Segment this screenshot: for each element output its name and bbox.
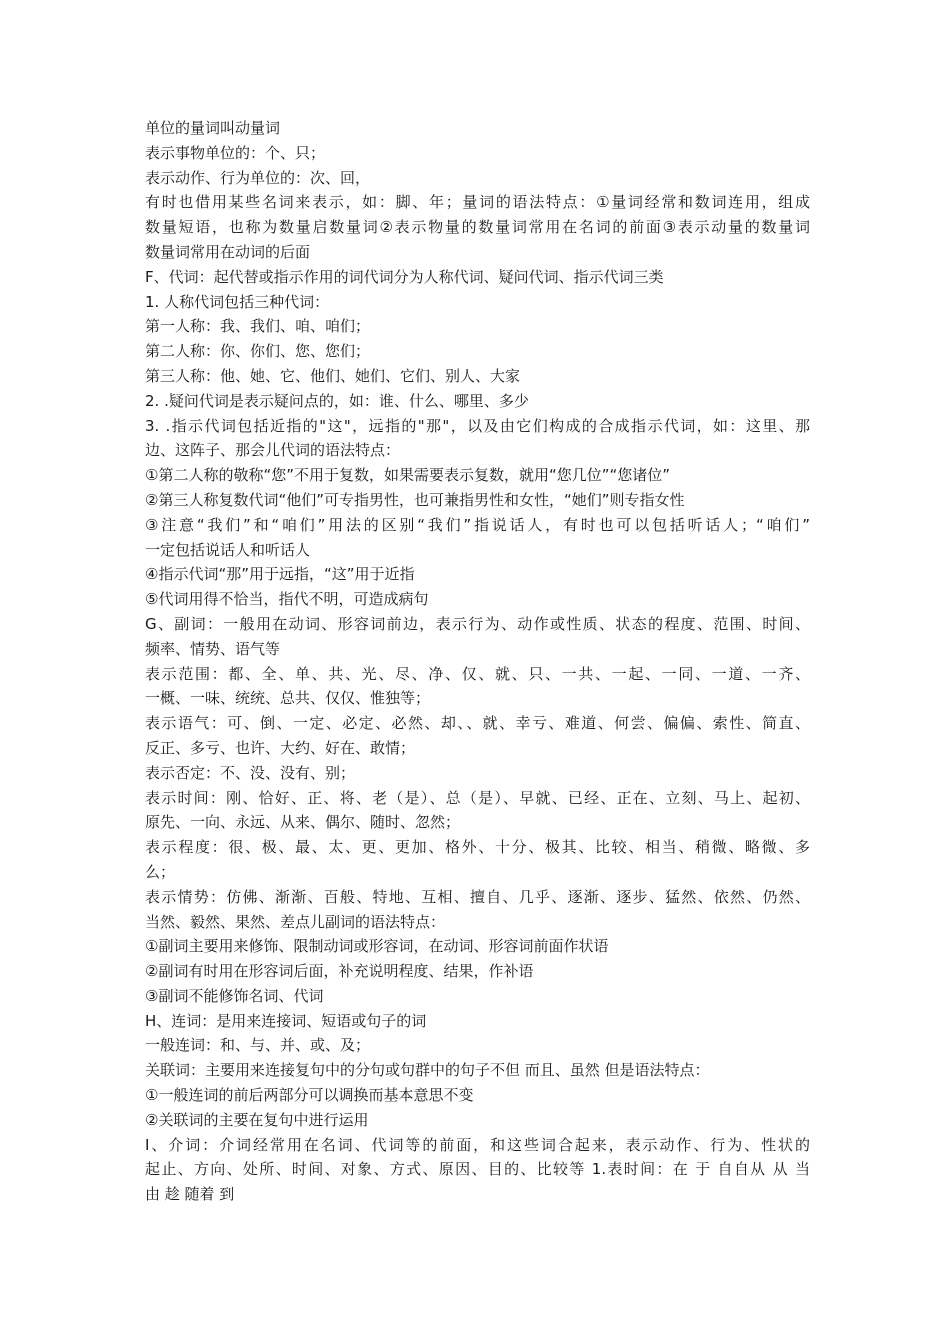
text-line: 表示语气：可、倒、一定、必定、必然、却、、就、幸亏、难道、何尝、偏偏、索性、简直、 [145,714,810,733]
text-line: 表示范围：都、全、单、共、光、尽、净、仅、就、只、一共、一起、一同、一道、一齐、 [145,664,810,683]
text-line: 当然、毅然、果然、差点儿副词的语法特点： [145,912,446,931]
text-line: ②关联词的主要在复句中进行运用 [145,1110,369,1129]
text-line: ③副词不能修饰名词、代词 [145,986,324,1005]
text-line: 关联词：主要用来连接复句中的分句或句群中的句子不但 而且、虽然 但是语法特点： [145,1061,710,1080]
text-line: 第二人称：你、你们、您、您们； [145,342,371,361]
text-line: 数量短语，也称为数量启数量词②表示物量的数量词常用在名词的前面③表示动量的数量词 [145,218,810,237]
text-line: 有时也借用某些名词来表示，如：脚、年；量词的语法特点：①量词经常和数词连用，组成 [145,193,810,212]
text-line: ②第三人称复数代词“他们”可专指男性，也可兼指男性和女性，“她们”则专指女性 [145,490,685,509]
text-line: 单位的量词叫动量词 [145,119,281,137]
text-line: ①副词主要用来修饰、限制动词或形容词，在动词、形容词前面作状语 [145,937,609,956]
text-line: 一定包括说话人和听话人 [145,540,311,559]
text-line: 由 趁 随着 到 [145,1185,235,1204]
section-heading-adverb: G、副词：一般用在动词、形容词前边，表示行为、动作或性质、状态的程度、范围、时间、 [145,614,810,633]
section-heading-conjunction: H、连词：是用来连接词、短语或句子的词 [145,1011,427,1030]
text-line: 表示否定：不、没、没有、别； [145,763,356,782]
text-line: 第三人称：他、她、它、他们、她们、它们、别人、大家 [145,366,521,385]
text-line: 表示事物单位的：个、只； [145,143,326,162]
text-line: ②副词有时用在形容词后面，补充说明程度、结果，作补语 [145,962,534,981]
text-line: 起止、方向、处所、时间、对象、方式、原因、目的、比较等 1.表时间：在 于 自自从 从 当 [145,1160,810,1179]
text-line: 第一人称：我、我们、咱、咱们； [145,317,371,336]
text-line: ⑤代词用得不恰当，指代不明，可造成病句 [145,590,429,609]
text-line: 么； [145,862,176,881]
text-line: 3. .指示代词包括近指的"这"，远指的"那"，以及由它们构成的合成指示代词，如：这里、那 [145,416,810,435]
text-line: 数量词常用在动词的后面 [145,242,311,261]
text-line: 表示程度：很、极、最、太、更、更加、格外、十分、极其、比较、相当、稍微、略微、多 [145,838,810,857]
text-line: 一般连词：和、与、并、或、及； [145,1036,371,1055]
text-line: 表示时间：刚、恰好、正、将、老（是）、总（是）、早就、已经、正在、立刻、马上、起初、 [145,788,810,807]
text-line: 表示动作、行为单位的：次、回， [145,168,371,187]
text-line: 反正、多亏、也许、大约、好在、敢情； [145,738,416,757]
text-line: 边、这阵子、那会儿代词的语法特点： [145,441,401,460]
text-line: ①一般连词的前后两部分可以调换而基本意思不变 [145,1086,474,1105]
document-body [145,116,810,1207]
text-line: ④指示代词“那”用于远指，“这”用于近指 [145,565,415,584]
text-line: 原先、一向、永远、从来、偶尔、随时、忽然； [145,813,461,832]
text-line: ①第二人称的敬称“您”不用于复数，如果需要表示复数，就用“您几位”“您诸位” [145,466,671,485]
section-heading-pronoun: F、代词：起代替或指示作用的词代词分为人称代词、疑问代词、指示代词三类 [145,267,664,286]
text-line: ③注意“我们”和“咱们”用法的区别“我们”指说话人，有时也可以包括听话人；“咱们” [145,515,810,534]
text-line: 一概、一味、统统、总共、仅仅、惟独等； [145,689,431,708]
text-line: 频率、情势、语气等 [145,639,281,658]
text-line: 表示情势：仿佛、渐渐、百般、特地、互相、擅自、几乎、逐渐、逐步、猛然、依然、仍然、 [145,887,810,906]
section-heading-preposition: I、介词：介词经常用在名词、代词等的前面，和这些词合起来，表示动作、行为、性状的 [145,1135,810,1154]
text-line: 1. 人称代词包括三种代词： [145,292,330,311]
text-line: 2. .疑问代词是表示疑问点的，如：谁、什么、哪里、多少 [145,391,529,410]
